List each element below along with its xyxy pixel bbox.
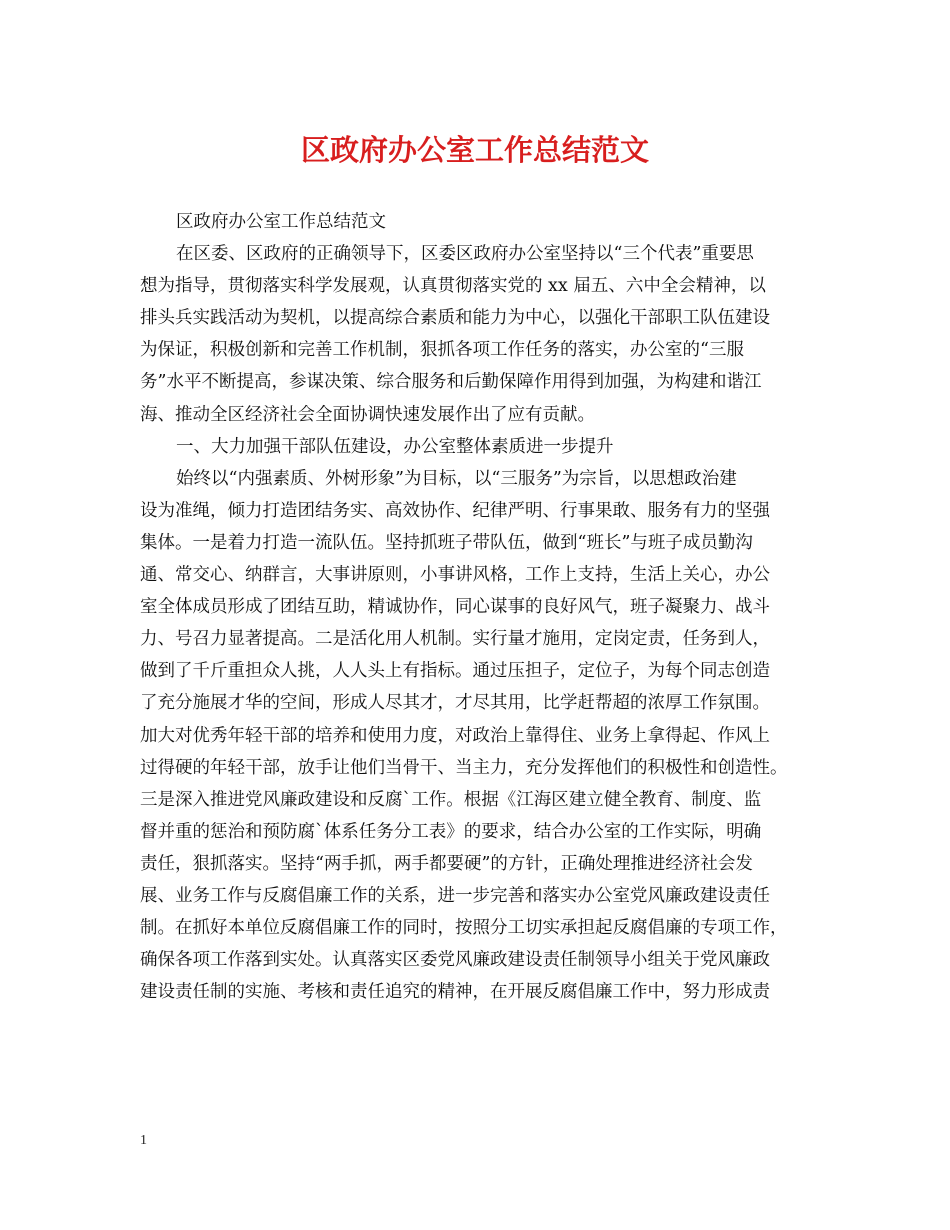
text-line: 力、号召力显著提高。二是活化用人机制。实行量才施用，定岗定责，任务到人，	[140, 629, 770, 650]
page-number: 1	[140, 1133, 147, 1148]
text-line: 为保证，积极创新和完善工作机制，狠抓各项工作任务的落实，办公室的“三服	[140, 340, 744, 361]
text-line: 责任，狠抓落实。坚持“两手抓，两手都要硬”的方针，正确处理推进经济社会发	[140, 853, 753, 874]
text-line: 室全体成员形成了团结互助，精诚协作，同心谋事的良好风气，班子凝聚力、战斗	[140, 597, 770, 618]
text-line: 在区委、区政府的正确领导下，区委区政府办公室坚持以“三个代表”重要思	[176, 244, 754, 265]
text-line: 一、大力加强干部队伍建设，办公室整体素质进一步提升	[176, 436, 614, 457]
text-line: 制。在抓好本单位反腐倡廉工作的同时，按照分工切实承担起反腐倡廉的专项工作，	[140, 918, 788, 939]
text-line: 集体。一是着力打造一流队伍。坚持抓班子带队伍，做到“班长”与班子成员勤沟	[140, 532, 753, 553]
text-line: 海、推动全区经济社会全面协调快速发展作出了应有贡献。	[140, 404, 595, 425]
text-line: 想为指导，贯彻落实科学发展观，认真贯彻落实党的 xx 届五、六中全会精神，以	[140, 276, 766, 297]
text-line: 做到了千斤重担众人挑，人人头上有指标。通过压担子，定位子，为每个同志创造	[140, 661, 770, 682]
text-line: 始终以“内强素质、外树形象”为目标，以“三服务”为宗旨，以思想政治建	[176, 468, 737, 489]
document-body	[140, 206, 815, 1008]
text-line: 加大对优秀年轻干部的培养和使用力度，对政治上靠得住、业务上拿得起、作风上	[140, 725, 770, 746]
text-line: 务”水平不断提高，参谋决策、综合服务和后勤保障作用得到加强，为构建和谐江	[140, 372, 762, 393]
text-line: 展、业务工作与反腐倡廉工作的关系，进一步完善和落实办公室党风廉政建设责任	[140, 885, 770, 906]
text-line: 督并重的惩治和预防腐`体系任务分工表》的要求，结合办公室的工作实际，明确	[140, 821, 762, 842]
text-line: 排头兵实践活动为契机，以提高综合素质和能力为中心，以强化干部职工队伍建设	[140, 308, 770, 329]
text-line: 过得硬的年轻干部，放手让他们当骨干、当主力，充分发挥他们的积极性和创造性。	[140, 757, 788, 778]
text-line: 了充分施展才华的空间，形成人尽其才，才尽其用，比学赶帮超的浓厚工作氛围。	[140, 693, 770, 714]
text-line: 通、常交心、纳群言，大事讲原则，小事讲风格，工作上支持，生活上关心，办公	[140, 565, 770, 586]
text-line: 三是深入推进党风廉政建设和反腐`工作。根据《江海区建立健全教育、制度、监	[140, 789, 762, 810]
document-title: 区政府办公室工作总结范文	[300, 133, 649, 167]
text-line: 设为准绳，倾力打造团结务实、高效协作、纪律严明、行事果敢、服务有力的坚强	[140, 500, 770, 521]
text-line: 建设责任制的实施、考核和责任追究的精神，在开展反腐倡廉工作中，努力形成责	[140, 982, 770, 1003]
text-line: 区政府办公室工作总结范文	[176, 212, 386, 232]
text-line: 确保各项工作落到实处。认真落实区委党风廉政建设责任制领导小组关于党风廉政	[140, 950, 770, 971]
